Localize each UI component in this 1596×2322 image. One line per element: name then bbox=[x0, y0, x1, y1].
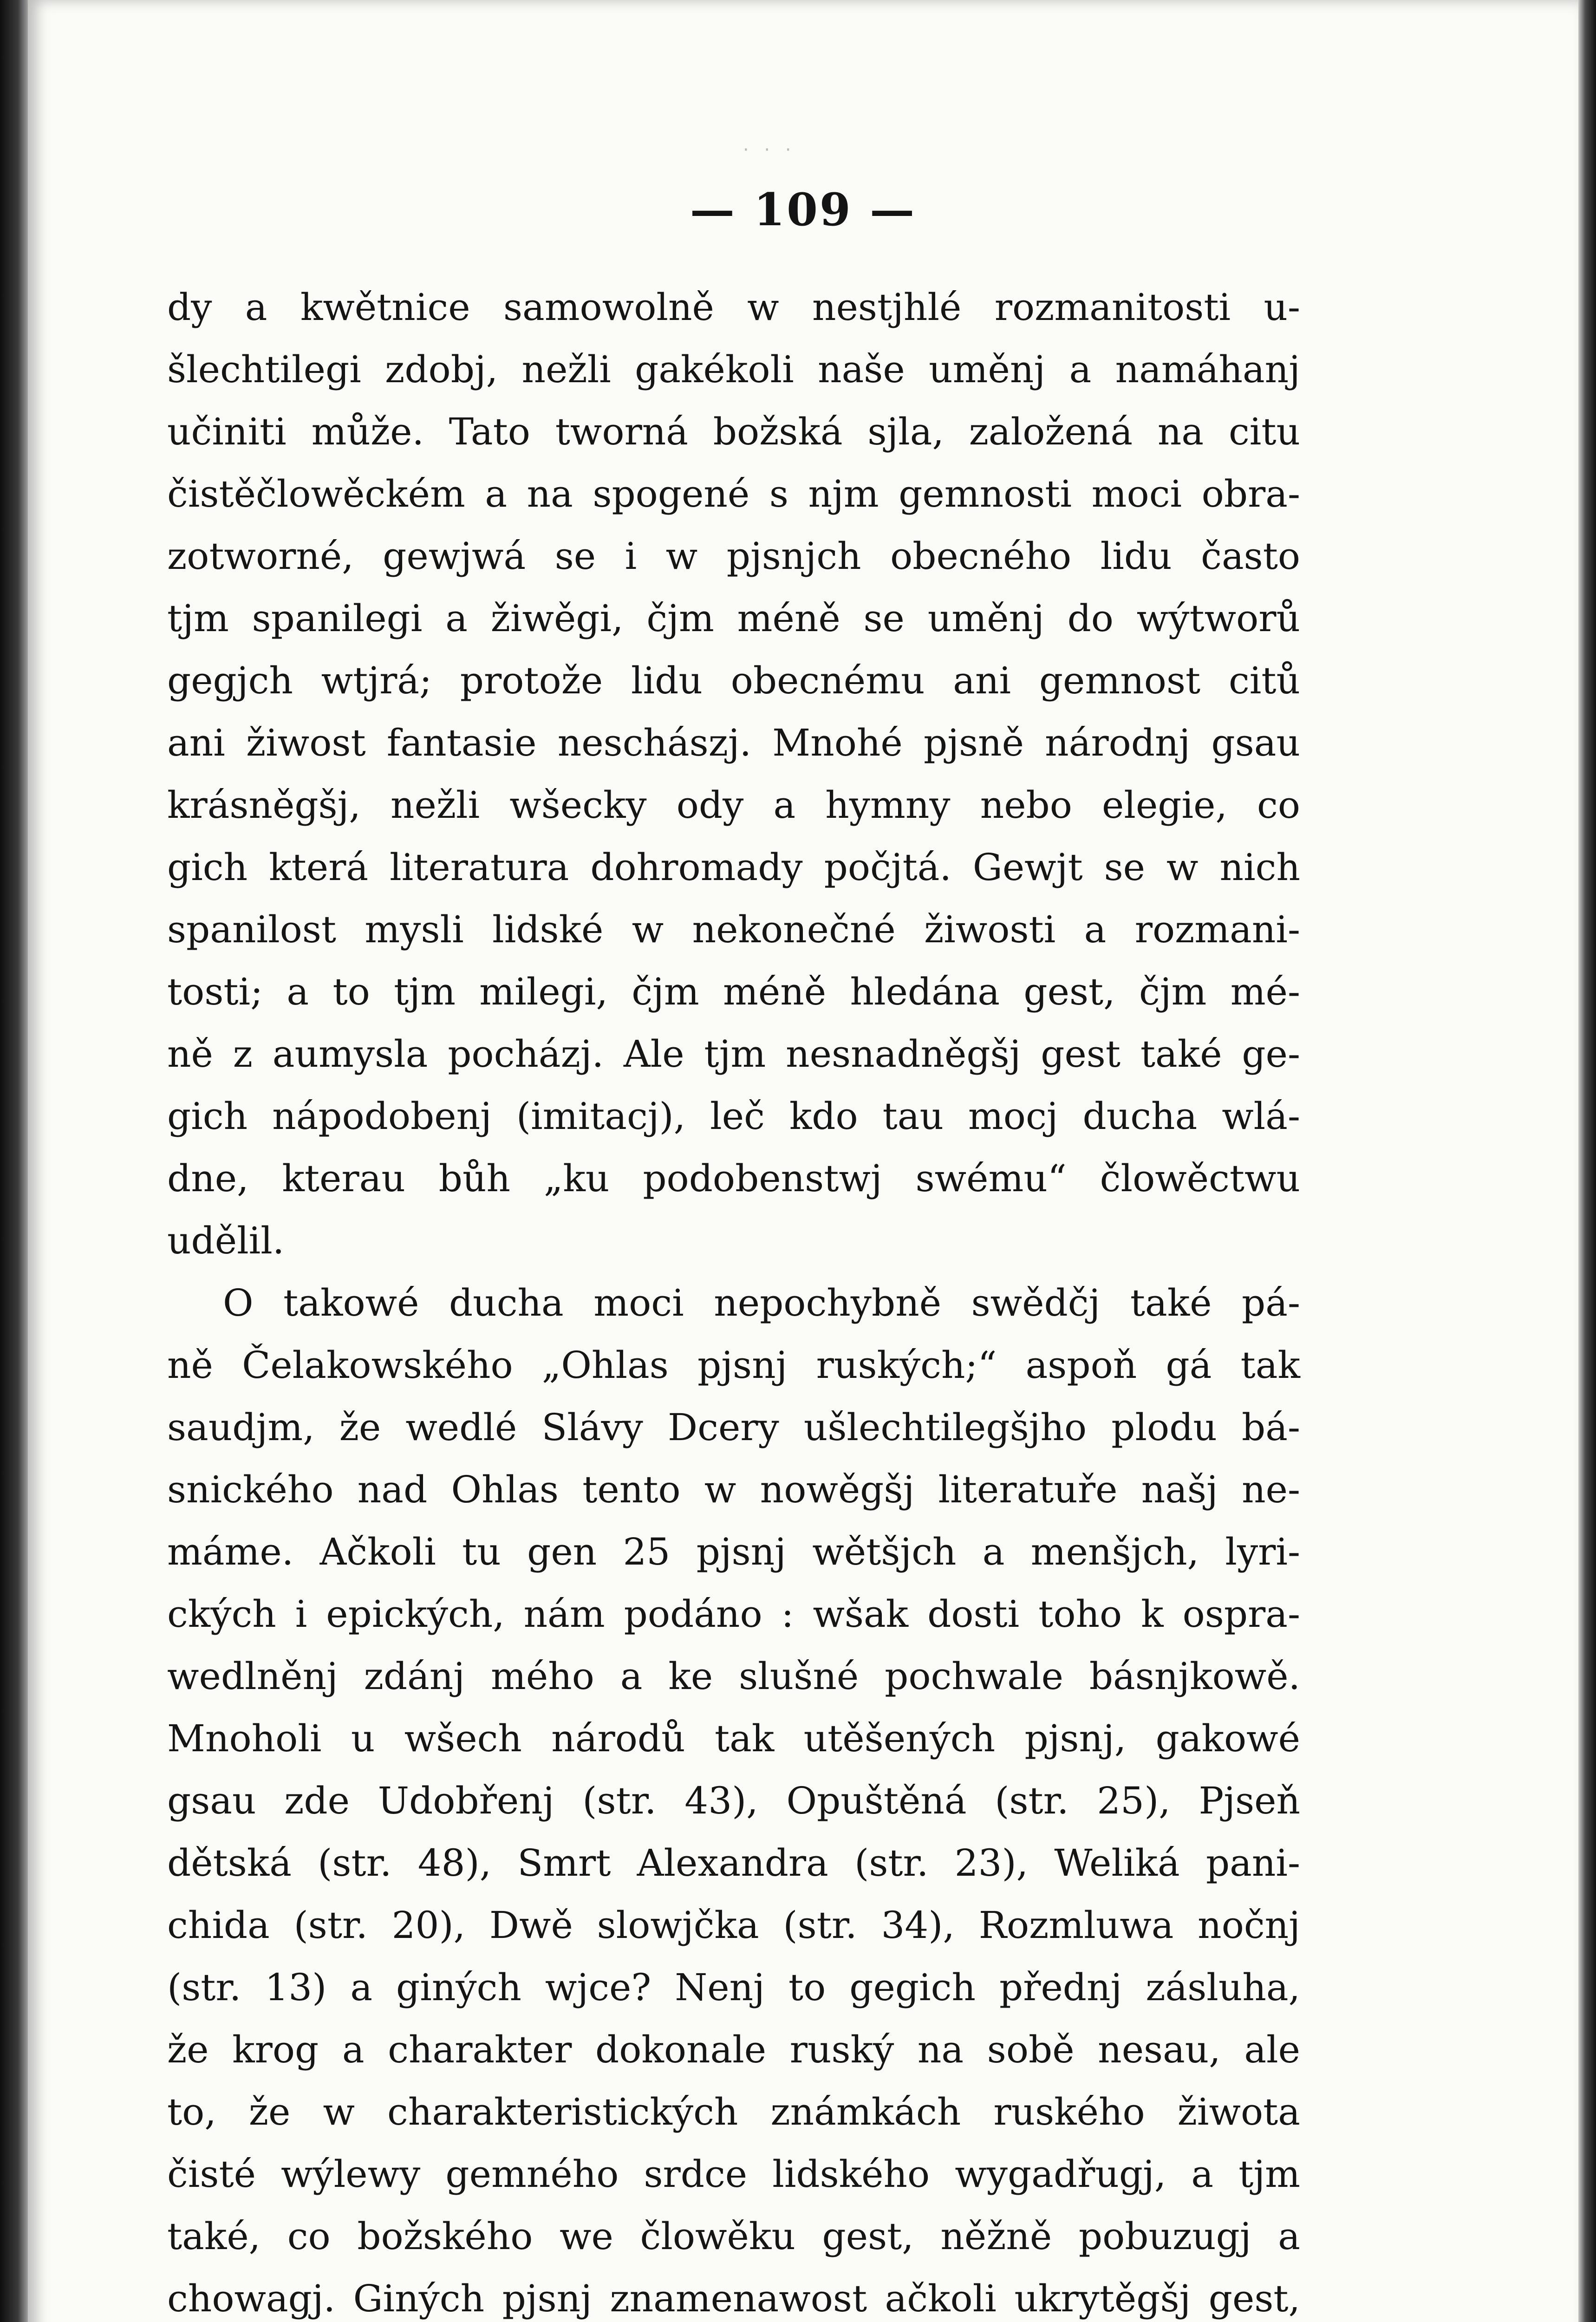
text-line: chida (str. 20), Dwě slowjčka (str. 34), Rozmluwa nočnj bbox=[167, 1904, 1300, 1947]
print-smudge: · · · bbox=[743, 139, 796, 161]
text-line: udělil. bbox=[167, 1219, 285, 1262]
text-line: gich nápodobenj (imitacj), leč kdo tau mocj ducha wlá- bbox=[167, 1095, 1300, 1138]
text-line: dětská (str. 48), Smrt Alexandra (str. 23), Weliká pani- bbox=[167, 1841, 1300, 1885]
text-line: snického nad Ohlas tento w nowěgšj literatuře našj ne- bbox=[167, 1468, 1300, 1511]
text-line: máme. Ačkoli tu gen 25 pjsnj wětšjch a menšjch, lyri- bbox=[167, 1530, 1300, 1573]
text-line: saudjm, že wedlé Slávy Dcery ušlechtilegšjho plodu bá- bbox=[167, 1406, 1300, 1449]
text-line: wedlněnj zdánj mého a ke slušné pochwale básnjkowě. bbox=[167, 1655, 1300, 1698]
scan-right-edge bbox=[1578, 0, 1596, 2322]
text-line: (str. 13) a giných wjce? Nenj to gegich přednj zásluha, bbox=[167, 1966, 1300, 2009]
text-line: ně z aumysla pocházj. Ale tjm nesnadněgšj gest také ge- bbox=[167, 1032, 1300, 1076]
text-line: šlechtilegi zdobj, nežli gakékoli naše uměnj a namáhanj bbox=[167, 348, 1300, 391]
text-line: ckých i epických, nám podáno : wšak dosti toho k ospra- bbox=[167, 1592, 1300, 1636]
text-line: ně Čelakowského „Ohlas pjsnj ruských;“ aspoň gá tak bbox=[167, 1344, 1300, 1387]
text-line: spanilost mysli lidské w nekonečné žiwosti a rozmani- bbox=[167, 908, 1300, 951]
text-line: chowagj. Giných pjsnj znamenawost ačkoli ukrytěgšj gest, bbox=[167, 2277, 1300, 2320]
text-line: čistěčlowěckém a na spogené s njm gemnosti moci obra- bbox=[167, 472, 1300, 515]
text-line: gich která literatura dohromady počjtá. Gewjt se w nich bbox=[167, 846, 1300, 889]
text-line: gsau zde Udobřenj (str. 43), Opuštěná (str. 25), Pjseň bbox=[167, 1779, 1300, 1822]
text-line: také, co božského we člowěku gest, něžně pobuzugj a bbox=[167, 2215, 1300, 2258]
text-line: ani žiwost fantasie neschászj. Mnohé pjsně národnj gsau bbox=[167, 721, 1300, 764]
text-line: O takowé ducha moci nepochybně swědčj také pá- bbox=[223, 1281, 1300, 1324]
text-line: tjm spanilegi a žiwěgi, čjm méně se uměnj do wýtworů bbox=[167, 597, 1300, 640]
text-line: zotworné, gewjwá se i w pjsnjch obecného lidu často bbox=[167, 535, 1300, 578]
text-line: učiniti může. Tato tworná božská sjla, založená na citu bbox=[167, 410, 1300, 453]
text-line: krásněgšj, nežli wšecky ody a hymny nebo elegie, co bbox=[167, 783, 1300, 827]
body-text bbox=[167, 276, 1300, 2322]
text-line: čisté wýlewy gemného srdce lidského wygadřugj, a tjm bbox=[167, 2152, 1300, 2196]
text-line: Mnoholi u wšech národů tak utěšených pjsnj, gakowé bbox=[167, 1717, 1300, 1760]
page-number: — 109 — bbox=[690, 183, 917, 236]
text-line: dy a kwětnice samowolně w nestjhlé rozmanitosti u- bbox=[167, 286, 1300, 329]
text-line: dne, kterau bůh „ku podobenstwj swému“ člowěctwu bbox=[167, 1157, 1300, 1200]
text-line: to, že w charakteristických známkách ruského žiwota bbox=[167, 2090, 1300, 2133]
text-line: tosti; a to tjm milegi, čjm méně hledána gest, čjm mé- bbox=[167, 970, 1300, 1013]
text-line: gegjch wtjrá; protože lidu obecnému ani gemnost citů bbox=[167, 659, 1300, 702]
book-page bbox=[28, 0, 1578, 2322]
text-line: že krog a charakter dokonale ruský na sobě nesau, ale bbox=[167, 2028, 1300, 2071]
